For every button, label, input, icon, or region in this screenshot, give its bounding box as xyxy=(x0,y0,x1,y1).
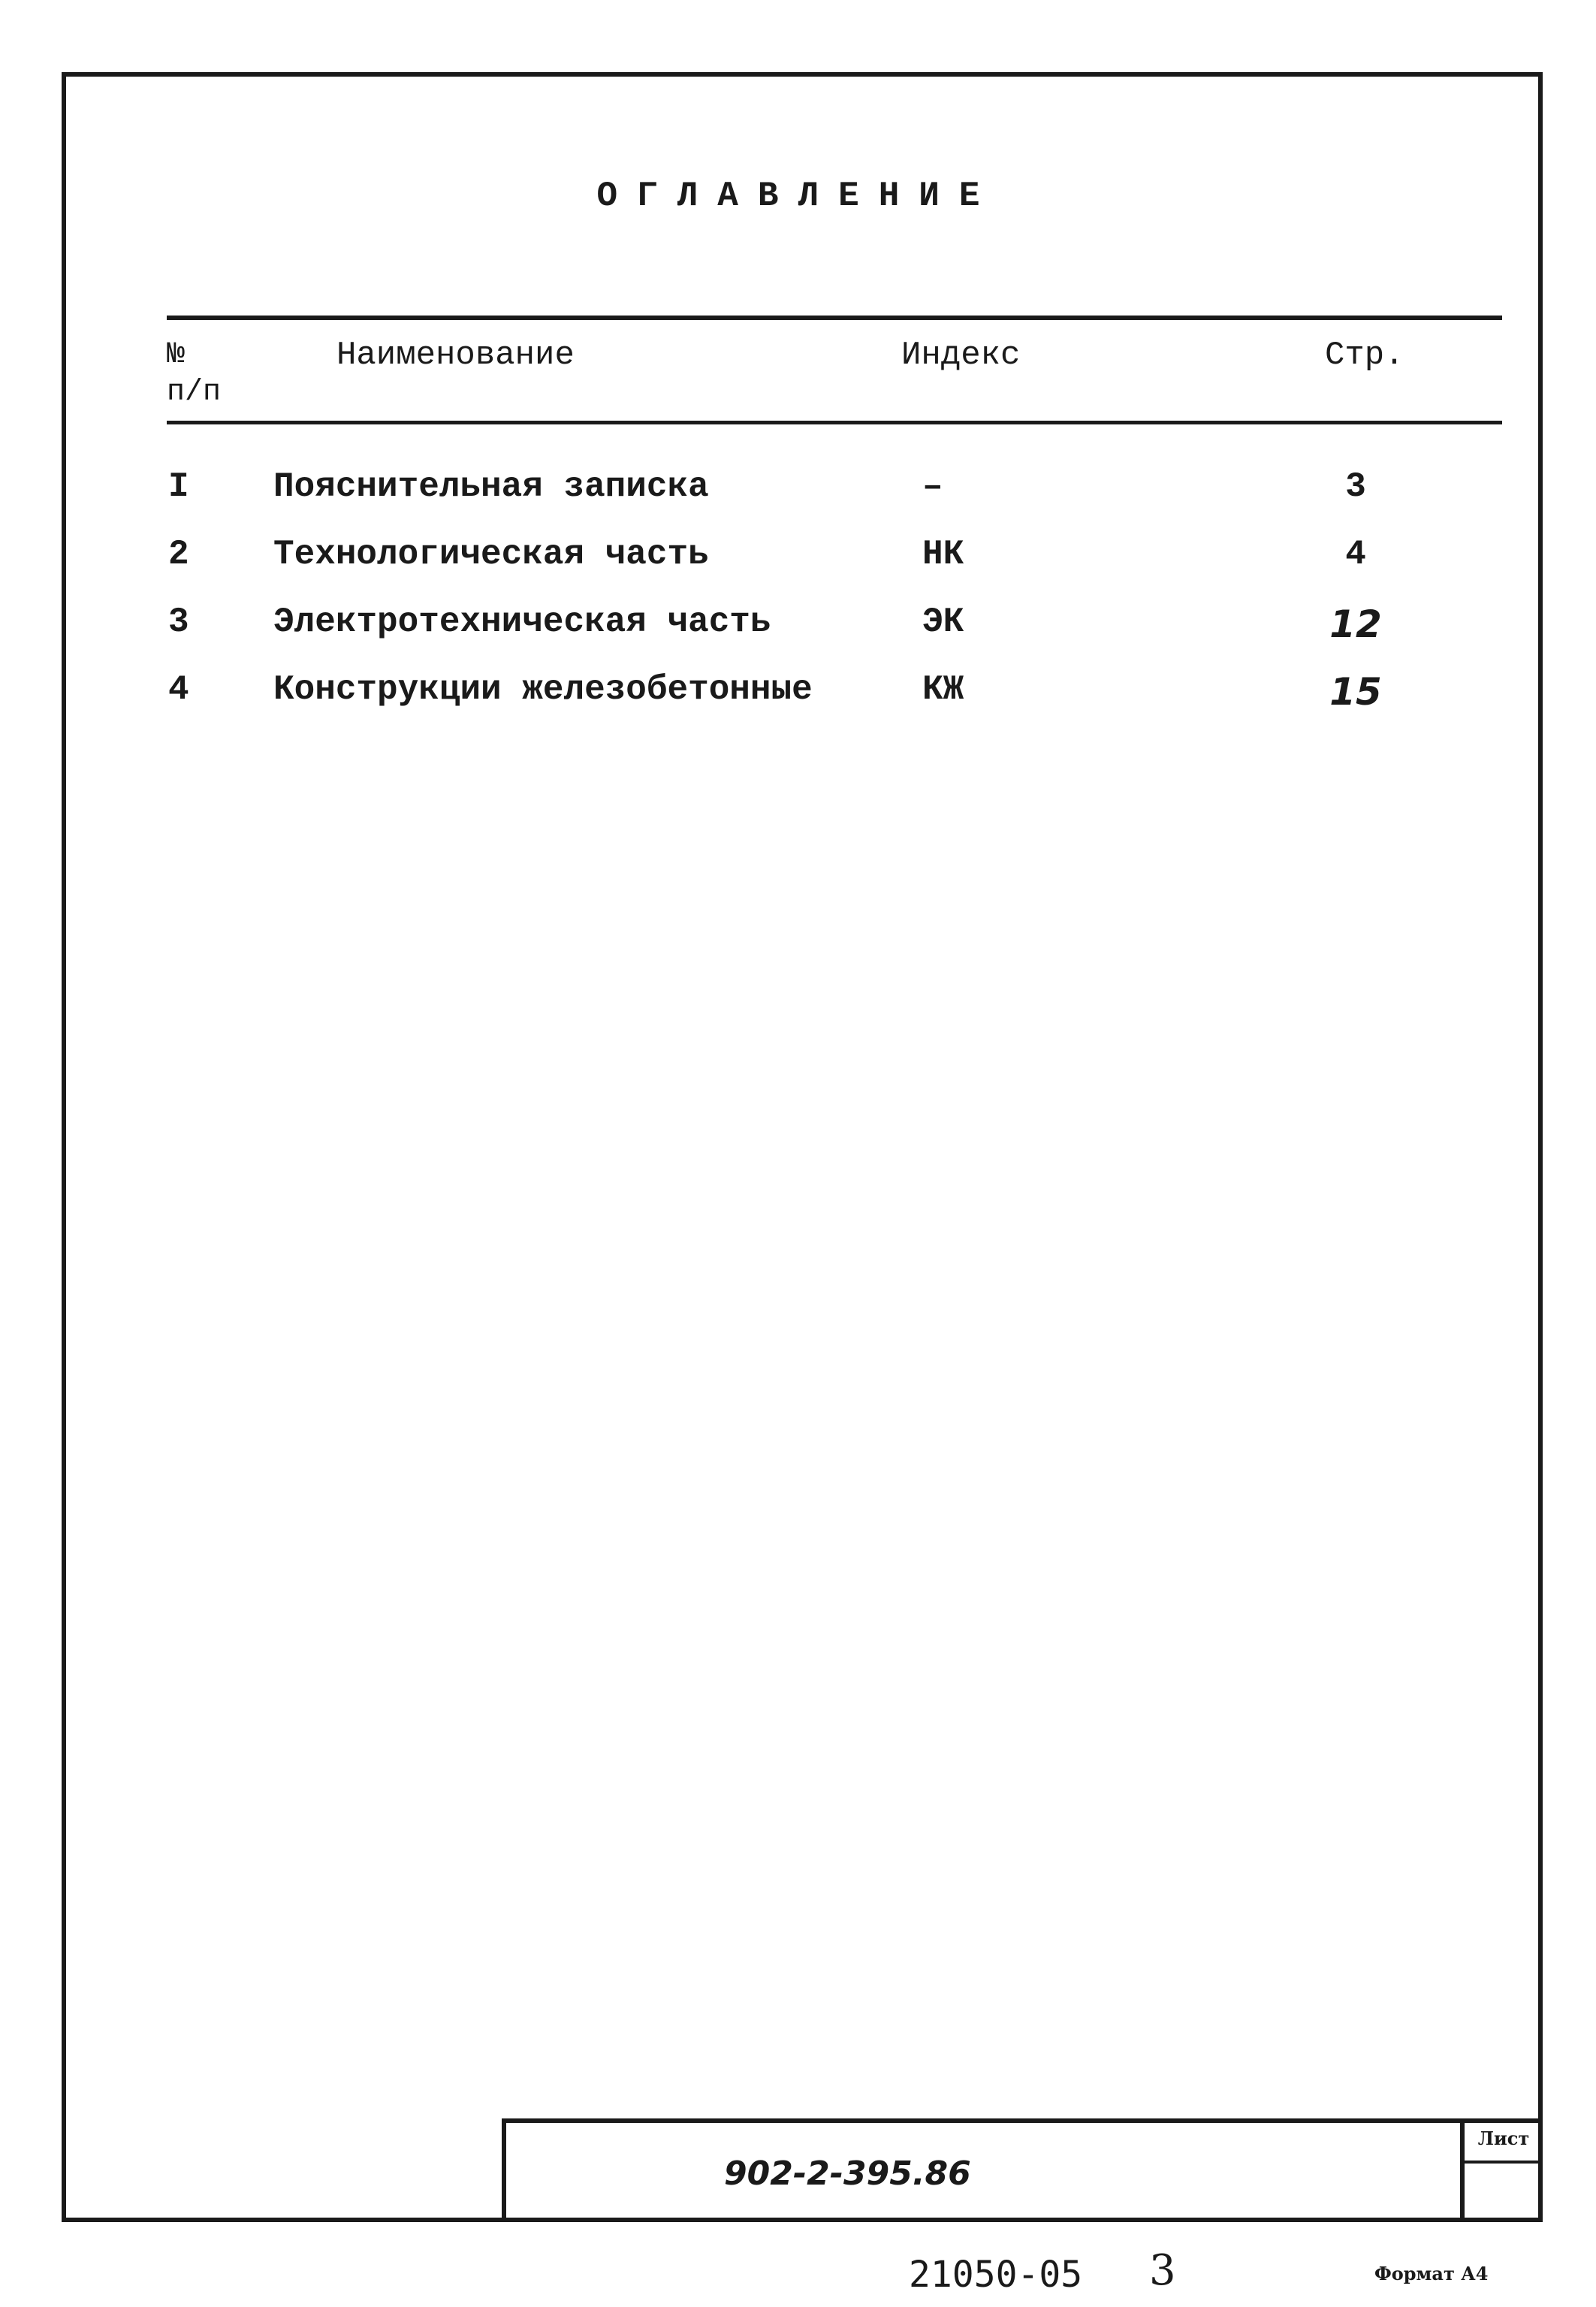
row-number: 4 xyxy=(168,670,189,709)
row-page: 4 xyxy=(1345,535,1366,574)
row-page: 15 xyxy=(1329,670,1382,714)
row-number: 2 xyxy=(168,535,189,574)
table-row xyxy=(0,670,1596,723)
header-page: Стр. xyxy=(1325,337,1404,374)
header-index: Индекс xyxy=(901,337,1021,374)
row-page: 12 xyxy=(1329,602,1382,646)
table-row xyxy=(0,602,1596,655)
page-number: 3 xyxy=(1149,2246,1176,2295)
row-index: НК xyxy=(922,535,964,574)
sheet-box xyxy=(1460,2123,1543,2222)
inventory-number: 21050-05 xyxy=(909,2254,1083,2296)
header-number-line2: п/п xyxy=(167,376,222,409)
row-name: Технологическая часть xyxy=(273,535,709,574)
sheet-divider xyxy=(1465,2161,1543,2164)
document-code: 902-2-395.86 xyxy=(724,2155,971,2193)
drawing-frame xyxy=(62,72,1543,2222)
row-name: Пояснительная записка xyxy=(273,467,709,506)
sheet-label: Лист xyxy=(1477,2127,1530,2149)
row-index: ЭК xyxy=(922,602,964,642)
header-number xyxy=(167,337,221,412)
row-name: Конструкции железобетонные xyxy=(273,670,813,709)
title-block-stamp xyxy=(502,2118,1543,2222)
table-row xyxy=(0,535,1596,587)
table-top-rule xyxy=(167,316,1502,320)
row-index: – xyxy=(922,467,943,506)
header-name: Наименование xyxy=(336,337,575,374)
page-title: ОГЛАВЛЕНИЕ xyxy=(596,177,1000,216)
row-name: Электротехническая часть xyxy=(273,602,771,642)
row-page: 3 xyxy=(1345,467,1366,506)
row-number: I xyxy=(168,467,189,506)
header-number-line1: № xyxy=(167,338,186,372)
table-header-rule xyxy=(167,421,1502,424)
row-index: КЖ xyxy=(922,670,964,709)
row-number: 3 xyxy=(168,602,189,642)
format-label: Формат А4 xyxy=(1374,2263,1489,2284)
table-row xyxy=(0,467,1596,520)
